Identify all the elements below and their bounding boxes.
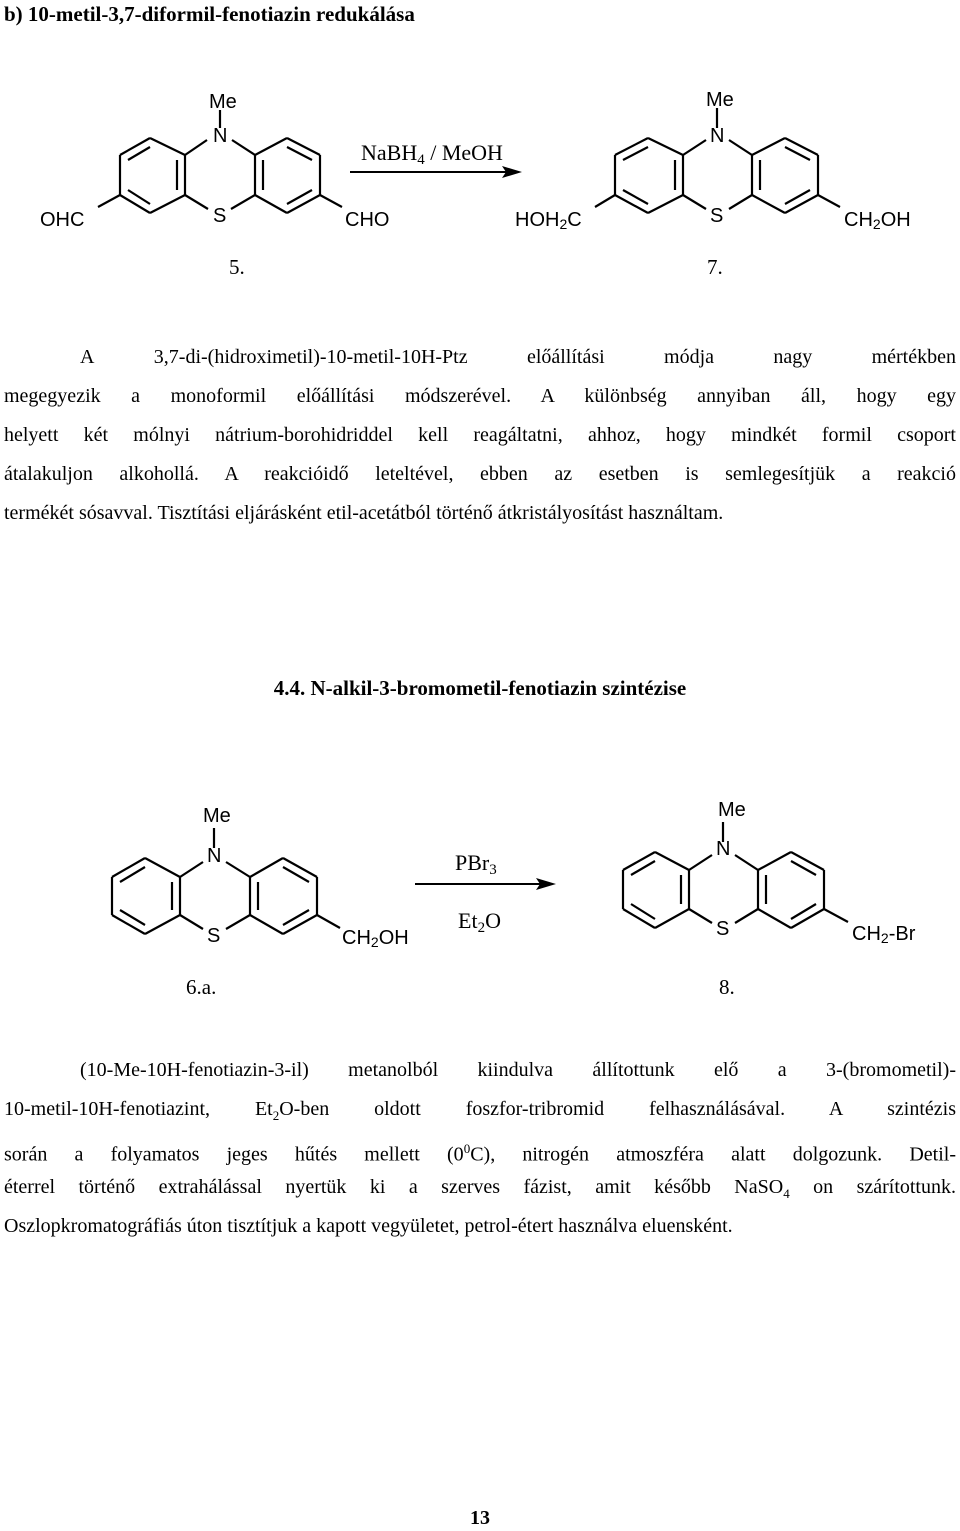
hydroxymethyl-label: CH [342,927,371,949]
compound-number-7: 7. [707,255,723,279]
sulfur-label: S [207,925,221,947]
nitrogen-label: N [213,125,228,147]
compound-number-8: 8. [719,975,735,999]
reagent-nabh: NaBH [361,140,418,165]
methyl-label: Me [203,805,231,827]
compound-number-5: 5. [229,255,245,279]
section-title: 4.4. N-alkil-3-bromometil-fenotiazin szintézise [273,676,687,700]
methyl-label: Me [706,89,734,111]
reaction-arrow-2 [415,850,556,936]
paragraph-1: A 3,7-di-(hidroximetil)-10-metil-10H-Ptz előállítási módja nagy mértékben megegyezik a monoformil előállítási módszerével. A különbség annyiban áll, hogy egy helyett két mólnyi nátrium-borohidriddel kell reagáltatni, ahhoz, hogy mindkét formil csoport átalakuljon alkohollá. A reakcióidő leteltével, ebben az esetben is semlegesítjük a reakció termékét sósavval. Tisztítási eljárásként etil-acetátból történő átkristályosítást használtam. [4,346,956,524]
svg-text:NaBH4 / MeOH: NaBH4 / MeOH [361,140,503,168]
molecule-8 [623,799,916,999]
reagent-pbr3: PBr [455,850,490,875]
methyl-label: Me [209,91,237,113]
methyl-label: Me [718,799,746,821]
paragraph-2: (10-Me-10H-fenotiazin-3-il) metanolból kiindulva állítottunk elő a 3-(bromometil)- 10-metil-10H-fenotiazint, $Et_2O$-ben oldott foszfor-tribromid felhasználásával. A szintézis során a folyamatos jeges hűtés mellett $(0^0C)$, nitrogén atmoszféra alatt dolgozunk. Detil- éterrel történő extrahálással nyertük ki a szerves fázist, amit később NaSO$_4$ on szárítottunk. Oszlopkromatográfiás úton tisztítjuk a kapott vegyületet, petrol-étert használva eluensként. [4,1059,956,1237]
page-number: 13 [470,1507,490,1529]
subheading: b) 10-metil-3,7-diformil-fenotiazin redukálása [4,2,415,26]
svg-text:PBr3: PBr3 [455,850,497,878]
formyl-left-label: OHC [40,209,85,231]
nitrogen-label: N [710,125,725,147]
sulfur-label: S [213,205,227,227]
nitrogen-label: N [207,845,222,867]
bromomethyl-label: CH [852,923,881,945]
molecule-6a [112,805,409,999]
svg-text:CH2OH: CH2OH [844,209,911,232]
compound-number-6a: 6.a. [186,975,217,999]
sulfur-label: S [716,918,730,940]
sulfur-label: S [710,205,724,227]
solvent-et2o: Et [458,908,478,933]
nitrogen-label: N [716,838,731,860]
svg-text:HOH2C: HOH2C [515,209,582,232]
hydroxymethyl-left-label: HOH [515,209,560,231]
hydroxymethyl-right-label: CH [844,209,873,231]
svg-text:CH2OH: CH2OH [342,927,409,950]
svg-text:Et2O: Et2O [458,908,501,936]
svg-text:CH2-Br: CH2-Br [852,923,916,946]
formyl-right-label: CHO [345,209,390,231]
